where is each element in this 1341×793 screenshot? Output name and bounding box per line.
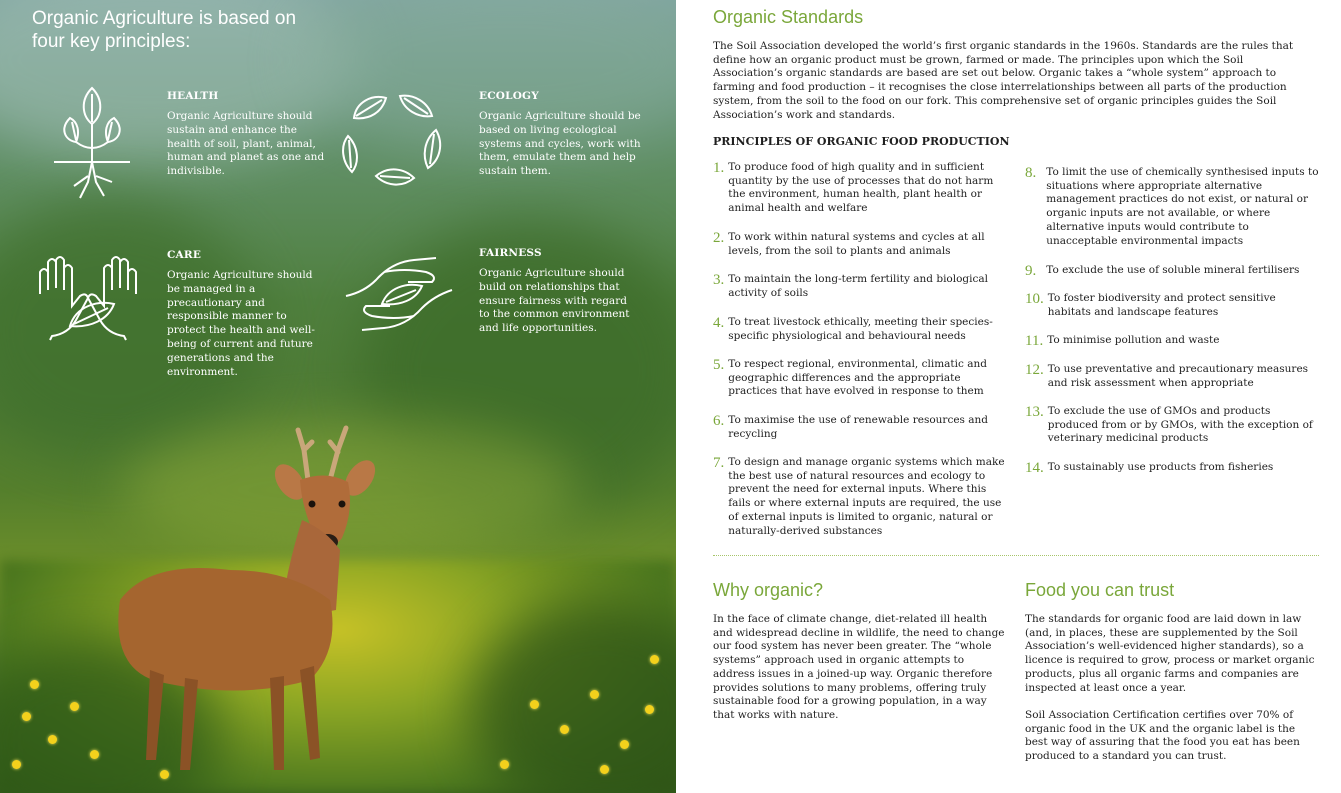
list-text: To respect regional, environmental, climatic and geographic differences and the appropriate practices that have evolved in response to them [728,358,987,398]
plant-roots-icon [50,82,134,202]
list-text: To work within natural systems and cycles at all levels, from the soil to plants and animals [728,231,985,257]
flower [650,655,659,664]
list-number: 13. [1025,404,1044,420]
principles-subheading: PRINCIPLES OF ORGANIC FOOD PRODUCTION [713,135,1010,148]
section-divider [713,555,1319,556]
flower [645,705,654,714]
standards-title: Organic Standards [713,7,864,27]
list-number: 1. [713,160,725,176]
leaf-cycle-icon [342,88,446,188]
principle-heading: CARE [167,249,202,261]
list-text: To use preventative and precautionary measures and risk assessment when appropriate [1047,363,1309,389]
list-text: To foster biodiversity and protect sensitive habitats and landscape features [1047,292,1276,318]
flower [48,735,57,744]
list-item [1025,166,1320,248]
deer-image [90,420,390,790]
flower [600,765,609,774]
text-panel [676,0,1341,793]
principle-text: Organic Agriculture should be managed in a precautionary and responsible manner to protect the health and well-being of current and future generations and the environment. [167,269,315,378]
list-number: 9. [1025,263,1037,279]
list-number: 8. [1025,165,1037,181]
list-item [713,414,1008,441]
flower [500,760,509,769]
principle-fairness [479,247,639,336]
flower [620,740,629,749]
list-number: 10. [1025,291,1044,307]
list-item [713,273,1008,300]
list-item [713,231,1008,258]
why-organic-title: Why organic? [713,580,824,600]
flower [560,725,569,734]
hands-leaf-icon [32,254,144,342]
principle-ecology [479,90,641,179]
list-item [1025,334,1320,348]
list-number: 7. [713,455,725,471]
list-item [713,456,1008,538]
food-trust-para1: The standards for organic food are laid down in law (and, in places, these are supplemented by the Soil Association’s well-evidenced higher standards), so a licence is required to grow, process or market organic products, plus all organic farms and companies are inspected at least once a year. [1025,613,1315,694]
principles-title: Organic Agriculture is based on four key principles: [32,8,297,52]
list-text: To sustainably use products from fisheries [1047,461,1274,473]
principle-text: Organic Agriculture should be based on living ecological systems and cycles, work with them, emulate them and help sustain them. [479,110,641,178]
list-number: 14. [1025,460,1044,476]
principle-health [167,90,332,179]
list-item [713,161,1008,216]
list-text: To treat livestock ethically, meeting their species-specific physiological and behavioural needs [728,316,993,342]
food-trust-title: Food you can trust [1025,580,1175,600]
flower [22,712,31,721]
list-number: 12. [1025,362,1044,378]
list-item [713,316,1008,343]
principle-text: Organic Agriculture should build on relationships that ensure fairness with regard to the common environment and life opportunities. [479,267,630,335]
flower [530,700,539,709]
list-number: 3. [713,272,725,288]
flower [70,702,79,711]
why-organic-text: In the face of climate change, diet-related ill health and widespread decline in wildlife, the need to change our food system has never been greater. The “whole systems” approach used in organic attempts to address issues in a joined-up way. Organic therefore provides solutions to many problems, offering truly sustainable food for a growing population, in a way that works with nature. [713,613,1005,721]
list-item [713,358,1008,399]
list-number: 2. [713,230,725,246]
list-item [1025,461,1320,475]
principle-heading: FAIRNESS [479,247,542,259]
list-text: To limit the use of chemically synthesised inputs to situations where appropriate alternative management practices do not exist, or natural or organic inputs are not available, or where alternative inputs would contribute to unacceptable environmental impacts [1046,166,1319,247]
list-text: To maximise the use of renewable resources and recycling [728,414,989,440]
list-number: 5. [713,357,725,373]
list-item [1025,363,1320,390]
handshake-leaf-icon [344,254,454,334]
list-text: To exclude the use of GMOs and products produced from or by GMOs, with the exception of veterinary medicinal products [1047,405,1313,445]
list-number: 4. [713,315,725,331]
principle-heading: ECOLOGY [479,90,539,102]
list-number: 6. [713,413,725,429]
standards-intro: The Soil Association developed the world’s first organic standards in the 1960s. Standards are the rules that define how an organic product must be grown, farmed or made. The principles upon which the Soil Association’s organic standards are based are set out below. Organic takes a “whole system” approach to farming and food production – it recognises the close interrelationships between all parts of the production system, from the soil to the food on our fork. This comprehensive set of organic principles guides the Soil Association’s work and standards. [713,40,1294,121]
list-number: 11. [1025,333,1044,349]
flower [30,680,39,689]
list-text: To produce food of high quality and in sufficient quantity by the use of processes that do not harm the environment, human health, plant health or animal health and welfare [728,161,994,215]
list-item [1025,292,1320,319]
principle-care [167,249,327,379]
list-text: To exclude the use of soluble mineral fertilisers [1046,264,1300,276]
list-item [1025,405,1320,446]
list-item [1025,264,1320,278]
principle-text: Organic Agriculture should sustain and enhance the health of soil, plant, animal, human and planet as one and indivisible. [167,110,325,178]
list-text: To design and manage organic systems which make the best use of natural resources and ecology to prevent the need for external inputs. Where this fails or where external inputs are required, the use of external inputs is limited to organic, natural or naturally-derived substances [728,456,1005,537]
flower [590,690,599,699]
flower [12,760,21,769]
list-text: To minimise pollution and waste [1047,334,1220,346]
list-text: To maintain the long-term fertility and biological activity of soils [728,273,989,299]
principle-heading: HEALTH [167,90,219,102]
food-trust-para2: Soil Association Certification certifies over 70% of organic food in the UK and the organic label is the best way of assuring that the food you eat has been produced to a standard you can trust. [1025,709,1300,763]
